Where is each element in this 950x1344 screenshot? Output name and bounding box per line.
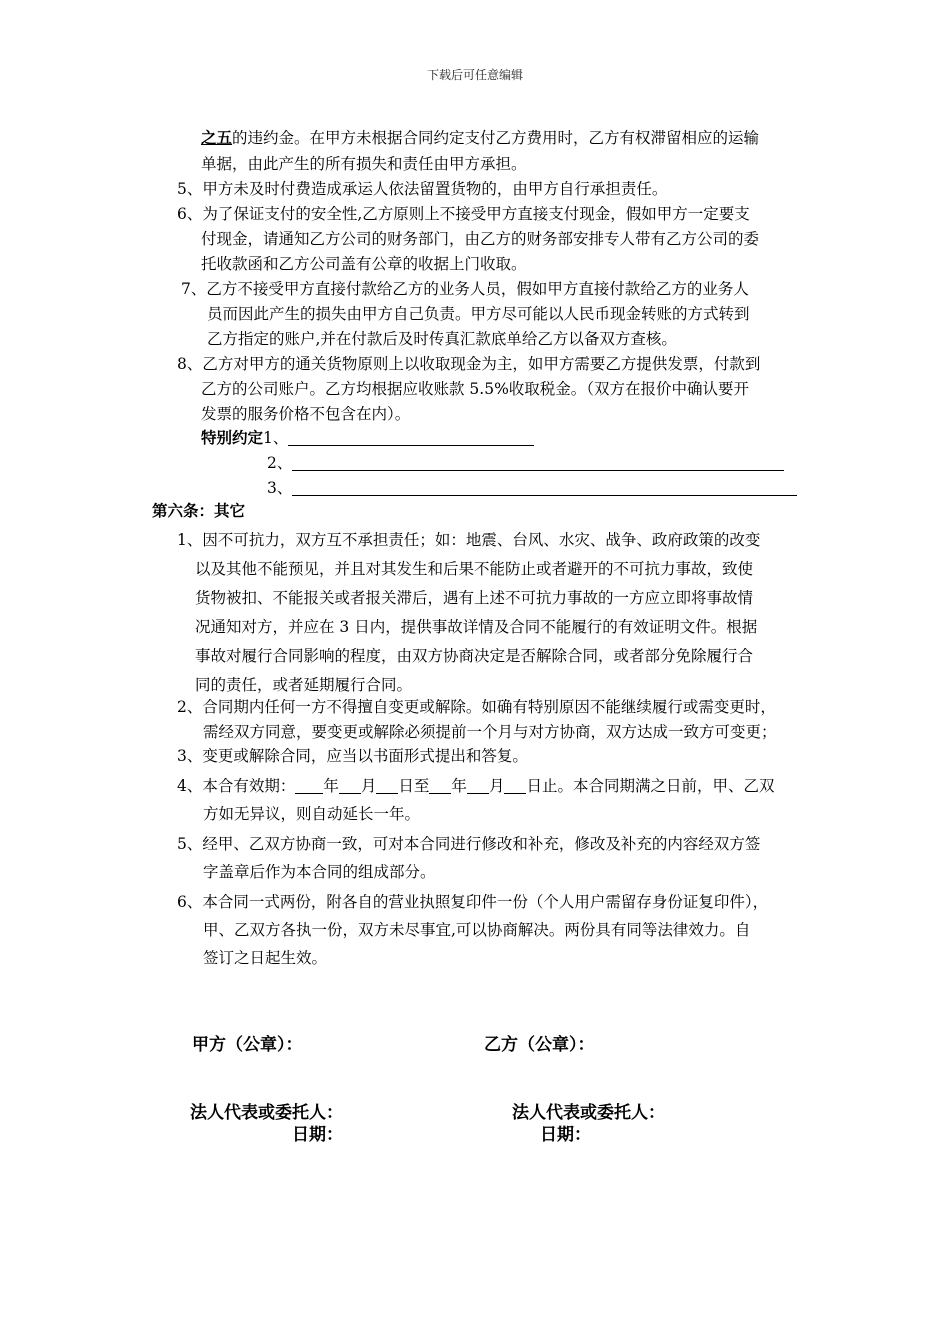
month-label: 月 (488, 777, 505, 795)
item-7: 7、乙方不接受甲方直接付款给乙方的业务人员，假如甲方直接付款给乙方的业务人 (181, 280, 749, 298)
paragraph-line (201, 128, 759, 148)
month-blank[interactable] (339, 778, 361, 794)
paragraph-line: 乙方的公司账户。乙方均根据应收账款 5.5%收取税金。（双方在报价中确认要开 (201, 380, 750, 398)
paragraph-line: 字盖章后作为本合同的组成部分。 (203, 863, 436, 881)
special-terms-blank[interactable] (292, 480, 797, 496)
month-blank[interactable] (467, 778, 489, 794)
year-label: 年 (451, 777, 467, 795)
item-2: 2、合同期内任何一方不得擅自变更或解除。如确有特别原因不能继续履行或需变更时， (177, 698, 776, 716)
item-5: 5、经甲、乙双方协商一致，可对本合同进行修改和补充，修改及补充的内容经双方签 (177, 835, 761, 853)
paragraph-line: 货物被扣、不能报关或者报关滞后，遇有上述不可抗力事故的一方应立即将事故情 (195, 589, 754, 607)
year-blank[interactable] (429, 778, 451, 794)
item-4 (177, 776, 774, 796)
party-b-date: 日期： (540, 1125, 591, 1145)
year-blank[interactable] (295, 778, 323, 794)
day-blank[interactable] (376, 778, 398, 794)
special-terms-blank[interactable] (288, 430, 534, 446)
special-terms-line-3 (267, 478, 797, 498)
paragraph-line: 方如无异议，则自动延长一年。 (203, 805, 421, 823)
special-terms-number: 1、 (263, 429, 289, 447)
paragraph-line: 事故对履行合同影响的程度，由双方协商决定是否解除合同，或者部分免除履行合 (195, 647, 754, 665)
day-to-label: 日至 (398, 777, 430, 795)
special-terms-line-1 (201, 428, 534, 448)
item-6: 6、本合同一式两份，附各自的营业执照复印件一份（个人用户需留存身份证复印件）， (177, 893, 769, 911)
day-blank[interactable] (504, 778, 526, 794)
paragraph-line: 甲、乙双方各执一份，双方未尽事宜,可以协商解决。两份具有同等法律效力。自 (203, 921, 751, 939)
special-terms-line-2 (267, 453, 784, 473)
article-title: 第六条：其它 (152, 501, 246, 520)
month-label: 月 (360, 777, 377, 795)
paragraph-line: 员而因此产生的损失由甲方自己负责。甲方尽可能以人民币现金转账的方式转到 (207, 305, 750, 323)
paragraph-line: 况通知对方，并应在 3 日内，提供事故详情及合同不能履行的有效证明文件。根据 (195, 618, 758, 636)
item-6: 6、为了保证支付的安全性,乙方原则上不接受甲方直接支付现金，假如甲方一定要支 (177, 205, 750, 223)
party-a-seal: 甲方（公章）： (192, 1035, 303, 1055)
validity-suffix: 日止。本合同期满之日前，甲、乙双 (526, 777, 775, 795)
paragraph-line: 托收款函和乙方公司盖有公章的收据上门收取。 (201, 255, 527, 273)
item-8: 8、乙方对甲方的通关货物原则上以收取现金为主，如甲方需要乙方提供发票，付款到 (177, 355, 761, 373)
party-b-seal: 乙方（公章）： (484, 1035, 595, 1055)
special-terms-number: 3、 (267, 479, 293, 497)
party-a-representative: 法人代表或委托人： (190, 1103, 343, 1123)
emphasis-text: 之五 (201, 128, 233, 147)
item-3: 3、变更或解除合同，应当以书面形式提出和答复。 (177, 747, 528, 765)
item-5: 5、甲方未及时付费造成承运人依法留置货物的，由甲方自行承担责任。 (177, 180, 668, 198)
special-terms-blank[interactable] (292, 455, 784, 471)
party-a-date: 日期： (292, 1125, 343, 1145)
paragraph-line: 发票的服务价格不包含在内）。 (201, 405, 411, 423)
paragraph-text: 的违约金。在甲方未根据合同约定支付乙方费用时，乙方有权滞留相应的运输 (232, 129, 760, 147)
paragraph-line: 需经双方同意，要变更或解除必须提前一个月与对方协商，双方达成一致方可变更； (203, 723, 777, 741)
year-label: 年 (323, 777, 339, 795)
paragraph-line: 签订之日起生效。 (203, 949, 328, 967)
special-terms-label: 特别约定 (201, 428, 264, 447)
validity-prefix: 4、本合有效期： (177, 777, 296, 795)
item-1: 1、因不可抗力，双方互不承担责任；如：地震、台风、水灾、战争、政府政策的改变 (177, 531, 761, 549)
paragraph-line: 单据，由此产生的所有损失和责任由甲方承担。 (201, 155, 527, 173)
special-terms-number: 2、 (267, 454, 293, 472)
paragraph-line: 乙方指定的账户,并在付款后及时传真汇款底单给乙方以备双方查核。 (207, 330, 677, 348)
paragraph-line: 同的责任，或者延期履行合同。 (195, 676, 413, 694)
page-header: 下载后可任意编辑 (426, 68, 523, 82)
paragraph-line: 付现金，请通知乙方公司的财务部门，由乙方的财务部安排专人带有乙方公司的委 (201, 230, 760, 248)
paragraph-line: 以及其他不能预见，并且对其发生和后果不能防止或者避开的不可抗力事故，致使 (195, 560, 754, 578)
party-b-representative: 法人代表或委托人： (512, 1103, 665, 1123)
